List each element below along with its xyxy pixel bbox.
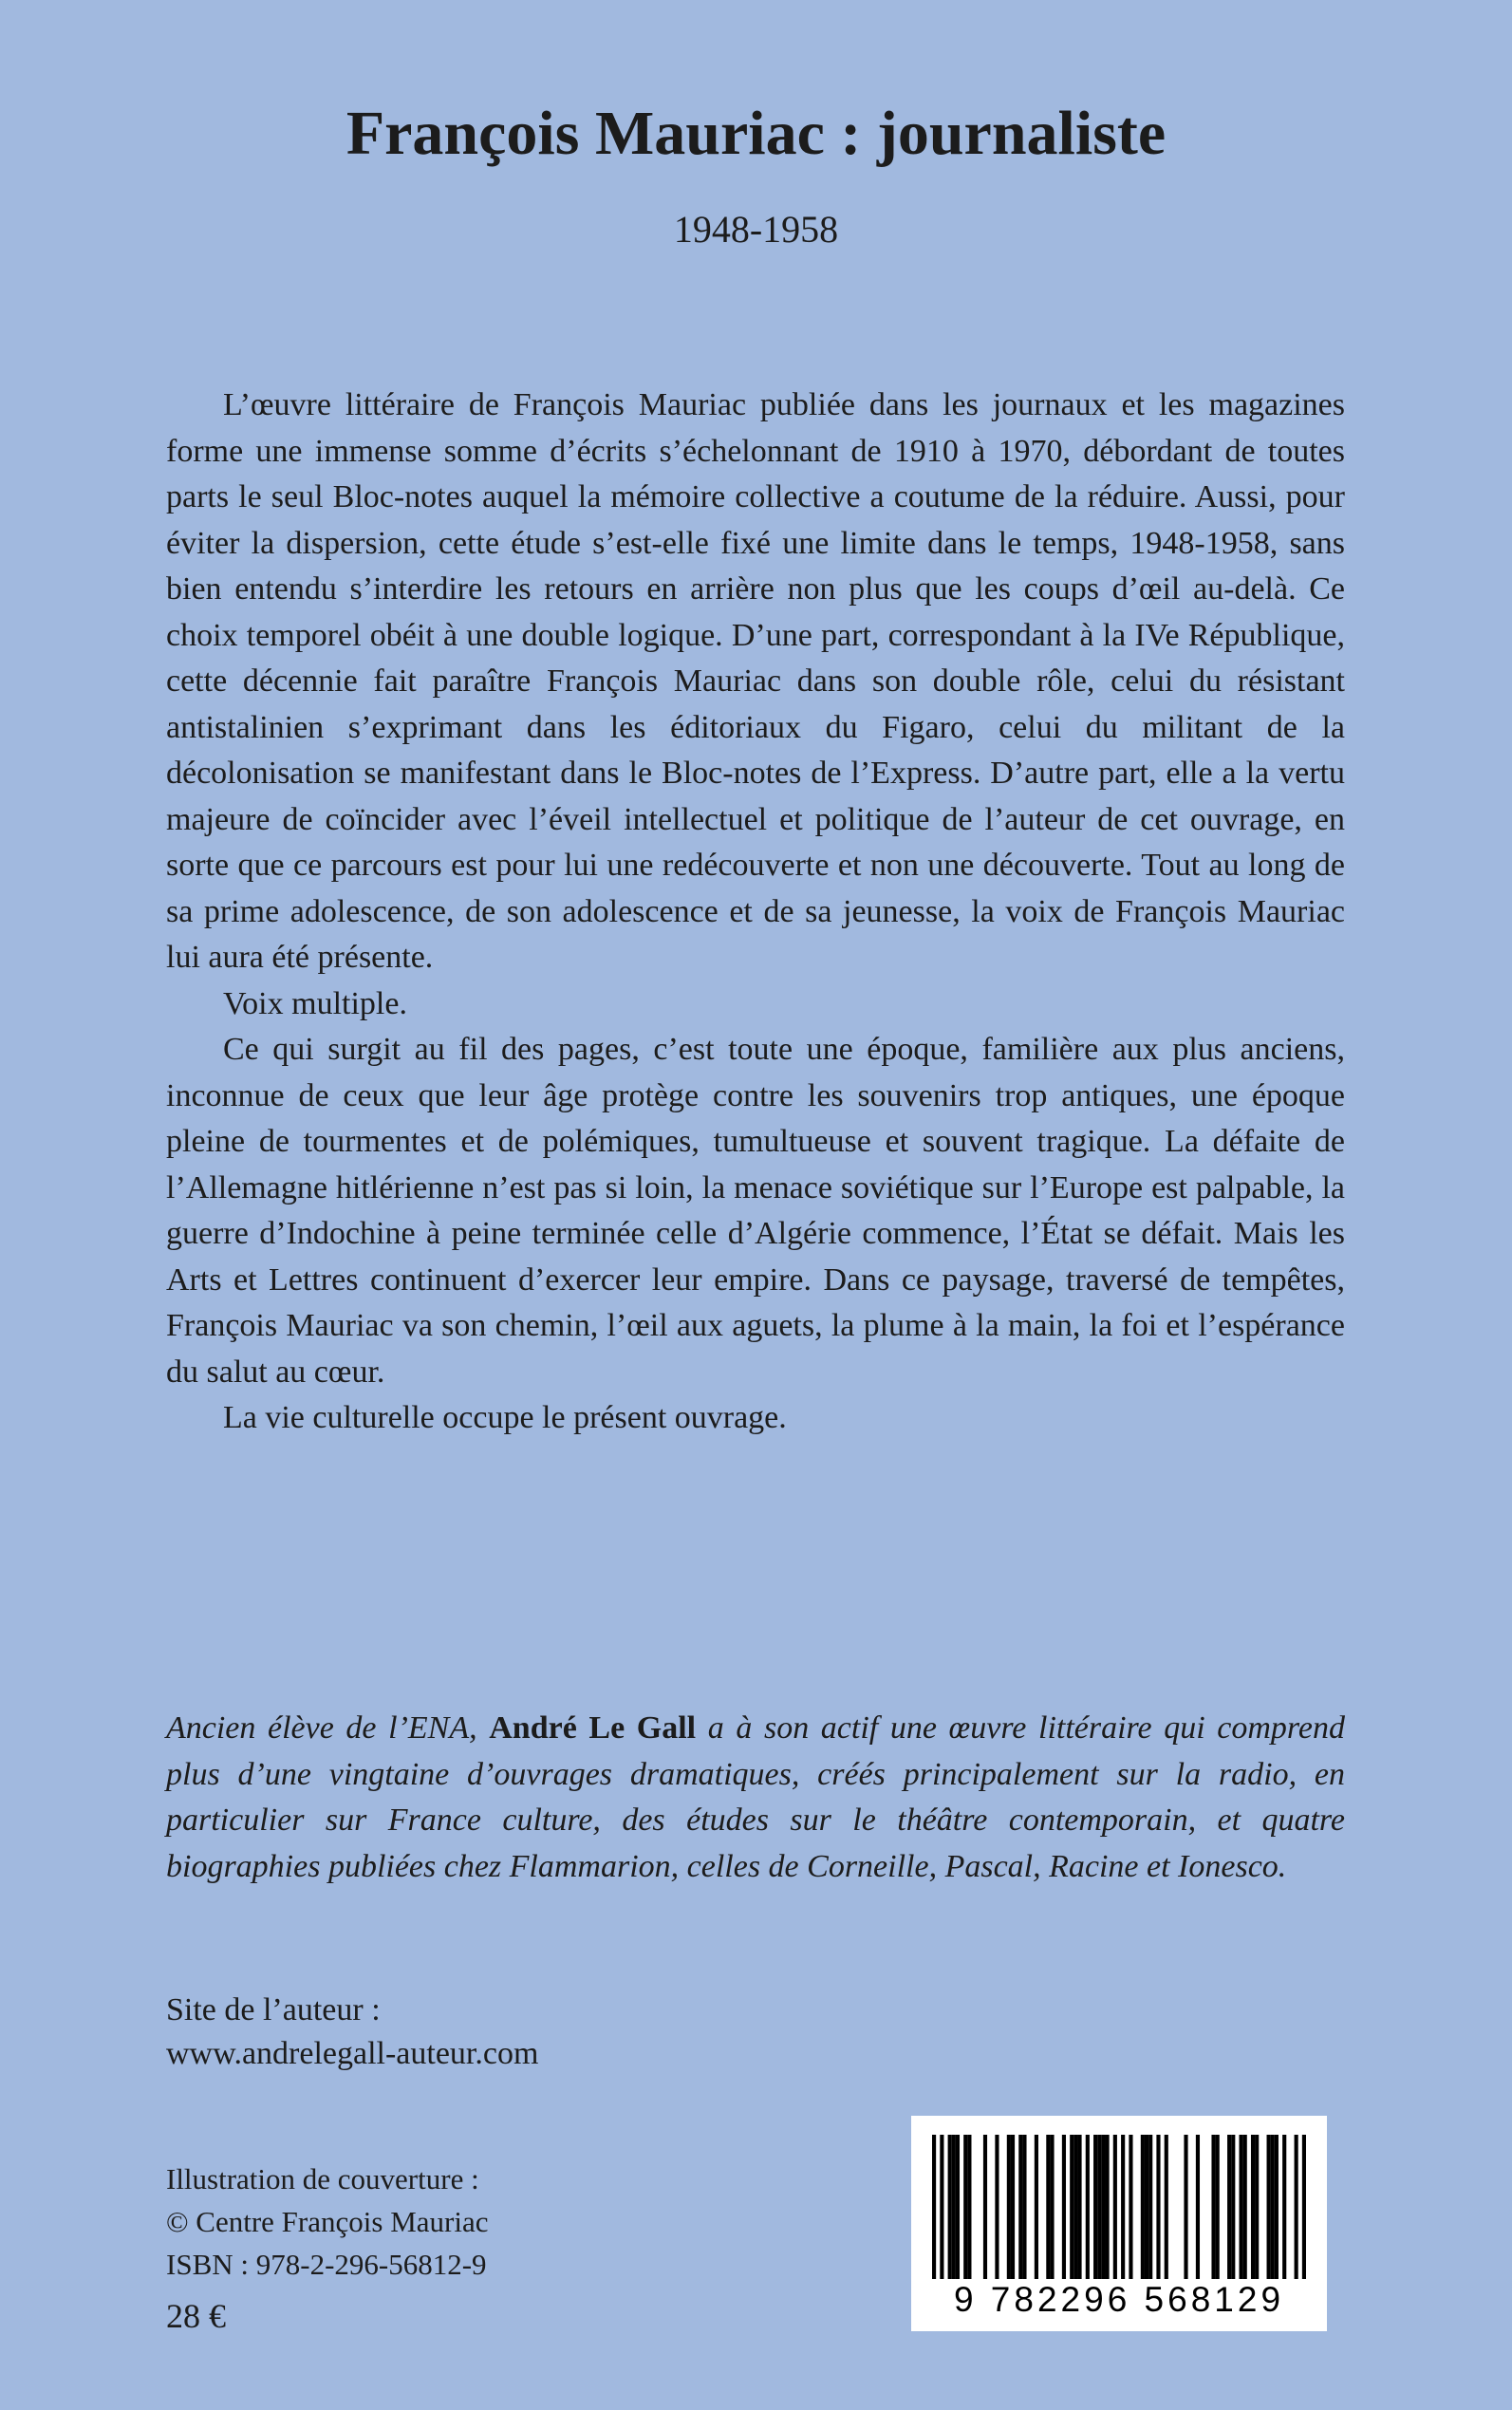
barcode (911, 2116, 1327, 2331)
book-dates: 1948-1958 (673, 208, 839, 251)
barcode-bar (948, 2135, 952, 2279)
barcode-bar (1077, 2135, 1081, 2279)
barcode-bar (1011, 2135, 1015, 2279)
price: 28 € (166, 2297, 226, 2335)
barcode-digits: 9 782296 568129 (953, 2280, 1285, 2319)
author-bio (166, 1706, 1345, 1890)
illustration-copyright: © Centre François Mauriac (166, 2205, 489, 2238)
barcode-bar (1267, 2135, 1271, 2279)
barcode-bar (1129, 2135, 1132, 2279)
barcode-bars (932, 2135, 1306, 2279)
barcode-bar (1275, 2135, 1279, 2279)
barcode-bar (1007, 2135, 1011, 2279)
barcode-bar (1113, 2135, 1117, 2279)
summary-paragraph: Voix multiple. (223, 985, 407, 1021)
back-cover-summary (166, 383, 1345, 1442)
barcode-bar (1282, 2135, 1286, 2279)
barcode-bar (1156, 2135, 1160, 2279)
barcode-bar (1165, 2135, 1168, 2279)
barcode-bar (1227, 2135, 1231, 2279)
barcode-bar (963, 2135, 967, 2279)
barcode-bar (983, 2135, 987, 2279)
cover-credits (166, 2158, 488, 2286)
barcode-bar (1196, 2135, 1200, 2279)
barcode-bar (1216, 2135, 1220, 2279)
barcode-bar (940, 2135, 943, 2279)
barcode-bar (1035, 2135, 1038, 2279)
barcode-bar (1251, 2135, 1255, 2279)
book-title: François Mauriac : journaliste (345, 99, 1167, 168)
summary-paragraph: L’œuvre littéraire de François Mauriac publiée dans les journaux et les magazines forme une immense somme d’écrits s’échelonnant de 1910 à 1970, débordant de toutes parts le seul Bloc-notes auquel la mémoire collective a coutume de la réduire. Aussi, pour éviter la dispersion, cette étude s’est-elle fixé une limite dans le temps, 1948-1958, sans bien entendu s’interdire les retours en arrière non plus que les coups d’œil au-delà. Ce choix temporel obéit à une double logique. D’une part, correspondant à la IVe République, cette décennie fait paraître François Mauriac dans son double rôle, celui du résistant antistalinien s’exprimant dans les éditoriaux du Figaro, celui du militant de la décolonisation se manifestant dans le Bloc-notes de l’Express. D’autre part, elle a la vertu majeure de coïncider avec l’éveil intellectuel et politique de l’auteur de cet ouvrage, en sorte que ce parcours est pour lui une redécouverte et non une découverte. Tout au long de sa prime adolescence, de son adolescence et de sa jeunesse, la voix de François Mauriac lui aura été présente. (166, 387, 1345, 975)
barcode-bar (1271, 2135, 1275, 2279)
barcode-bar (1022, 2135, 1026, 2279)
barcode-bar (1062, 2135, 1066, 2279)
author-site (166, 1989, 538, 2076)
summary-paragraph: La vie culturelle occupe le présent ouvrage. (223, 1400, 787, 1435)
barcode-bar (1243, 2135, 1247, 2279)
barcode-bar (1121, 2135, 1125, 2279)
isbn: ISBN : 978-2-296-56812-9 (166, 2248, 487, 2281)
barcode-bar (1255, 2135, 1259, 2279)
barcode-bar (995, 2135, 999, 2279)
barcode-bar (1231, 2135, 1235, 2279)
barcode-bar (1302, 2135, 1306, 2279)
barcode-bar (1211, 2135, 1215, 2279)
author-name: André Le Gall (489, 1710, 697, 1746)
illustration-credit-label: Illustration de couverture : (166, 2162, 479, 2195)
barcode-bar (1184, 2135, 1187, 2279)
site-url[interactable]: www.andrelegall-auteur.com (166, 2036, 539, 2071)
barcode-bar (1148, 2135, 1152, 2279)
site-label: Site de l’auteur : (166, 1992, 381, 2027)
barcode-bar (1105, 2135, 1109, 2279)
barcode-bar (1141, 2135, 1145, 2279)
barcode-bar (1070, 2135, 1073, 2279)
barcode-bar (1093, 2135, 1097, 2279)
barcode-bar (1097, 2135, 1101, 2279)
barcode-bar (967, 2135, 971, 2279)
barcode-bar (1073, 2135, 1077, 2279)
barcode-bar (1295, 2135, 1298, 2279)
barcode-bar (932, 2135, 936, 2279)
barcode-bar (956, 2135, 960, 2279)
barcode-bar (952, 2135, 956, 2279)
bio-text: a à son actif une œuvre littéraire qui comprend plus d’une vingtaine d’ouvrages dramatiques, créés principalement sur la radio, en particulier sur France culture, des études sur le théâtre contemporain, et quatre biographies publiées chez Flammarion, celles de Corneille, Pascal, Racine et Ionesco. (166, 1710, 1345, 1884)
barcode-bar (1239, 2135, 1242, 2279)
barcode-bar (1145, 2135, 1148, 2279)
barcode-bar (1086, 2135, 1090, 2279)
barcode-bar (1018, 2135, 1022, 2279)
bio-intro: Ancien élève de l’ENA, (166, 1710, 490, 1746)
barcode-bar (1046, 2135, 1050, 2279)
barcode-bar (1050, 2135, 1054, 2279)
barcode-bar (1101, 2135, 1105, 2279)
summary-paragraph: Ce qui surgit au fil des pages, c’est toute une époque, familière aux plus anciens, inconnue de ceux que leur âge protège contre les souvenirs trop antiques, une époque pleine de tourmentes et de polémiques, tumultueuse et souvent tragique. La défaite de l’Allemagne hitlérienne n’est pas si loin, la menace soviétique sur l’Europe est palpable, la guerre d’Indochine à peine terminée celle d’Algérie commence, l’État se défait. Mais les Arts et Lettres continuent d’exercer leur empire. Dans ce paysage, traversé de tempêtes, François Mauriac va son chemin, l’œil aux aguets, la plume à la main, la foi et l’espérance du salut au cœur. (166, 1032, 1345, 1390)
